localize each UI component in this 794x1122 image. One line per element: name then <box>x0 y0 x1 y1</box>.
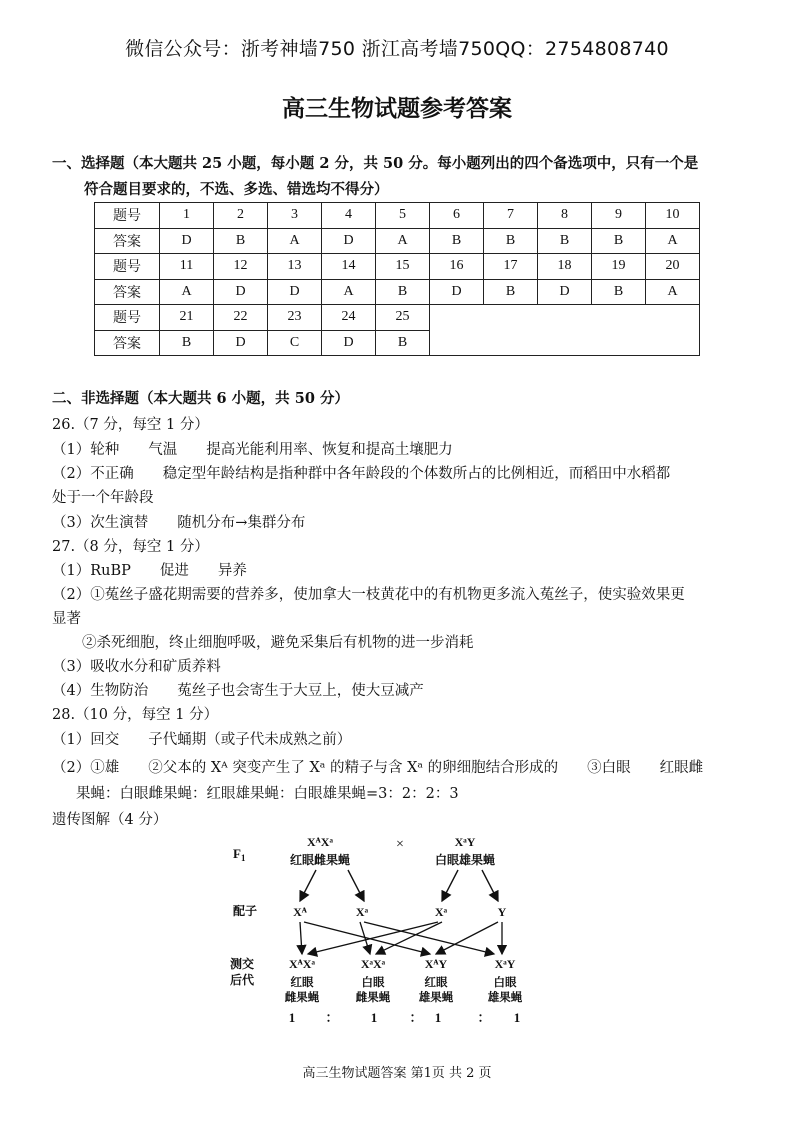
table-cell: B <box>484 228 538 254</box>
offspring-phenotype: 雌果蝇 <box>284 992 320 1004</box>
answer-line: 遗传图解（4 分） <box>52 812 168 828</box>
row-label: 答案 <box>95 279 160 305</box>
ratio-value: 1 <box>288 1010 296 1025</box>
page-title: 高三生物试题参考答案 <box>282 96 512 122</box>
ratio-separator: ： <box>325 1010 339 1025</box>
answer-line: （3）吸收水分和矿质养料 <box>52 659 221 675</box>
gamete-3: Xᵃ <box>434 905 448 919</box>
gamete-4: Y <box>497 905 507 919</box>
section1-heading: 一、选择题（本大题共 25 小题，每小题 2 分，共 50 分。每小题列出的四个备选项中，只有一个是 <box>52 155 699 172</box>
answer-line: 26.（7 分，每空 1 分） <box>52 417 209 433</box>
offspring-phenotype: 红眼 <box>424 977 448 989</box>
table-cell: 2 <box>214 203 268 229</box>
answer-line: 果蝇：白眼雌果蝇：红眼雄果蝇：白眼雄果蝇=3：2：2：3 <box>76 786 459 802</box>
f1-label: $F_1$ <box>233 846 246 863</box>
parent1-phenotype: 红眼雌果蝇 <box>289 853 351 867</box>
table-cell: 23 <box>268 305 322 331</box>
answer-line: （4）生物防治 菟丝子也会寄生于大豆上，使大豆减产 <box>52 683 424 699</box>
offspring-phenotype: 雄果蝇 <box>487 992 523 1004</box>
table-cell: 12 <box>214 254 268 280</box>
offspring-phenotype: 白眼 <box>361 977 385 989</box>
gamete-label: 配子 <box>233 904 258 918</box>
table-cell: 7 <box>484 203 538 229</box>
table-cell: 20 <box>646 254 700 280</box>
parent2-phenotype: 白眼雄果蝇 <box>434 853 496 867</box>
table-row <box>95 203 700 229</box>
table-cell: D <box>160 228 214 254</box>
row-label: 答案 <box>95 330 160 356</box>
table-cell: A <box>646 279 700 305</box>
offspring-phenotype: 雌果蝇 <box>355 992 391 1004</box>
offspring-label: 测交 <box>230 957 255 971</box>
table-cell: 4 <box>322 203 376 229</box>
row-label: 题号 <box>95 203 160 229</box>
answer-line: （1）轮种 气温 提高光能利用率、恢复和提高土壤肥力 <box>52 442 453 458</box>
offspring-genotype: XᴬXᵃ <box>289 957 315 971</box>
offspring-phenotype: 红眼 <box>290 977 314 989</box>
table-cell: B <box>376 330 430 356</box>
table-cell: 16 <box>430 254 484 280</box>
table-cell: D <box>214 330 268 356</box>
offspring-genotype: XᴬY <box>424 957 448 971</box>
table-row <box>95 305 700 331</box>
table-cell: 10 <box>646 203 700 229</box>
table-cell: D <box>322 228 376 254</box>
table-cell: 11 <box>160 254 214 280</box>
table-row <box>95 279 700 305</box>
table-cell: A <box>160 279 214 305</box>
table-cell: B <box>160 330 214 356</box>
table-cell: D <box>538 279 592 305</box>
table-cell: D <box>430 279 484 305</box>
arrow <box>308 922 438 954</box>
table-cell: D <box>322 330 376 356</box>
table-cell: 22 <box>214 305 268 331</box>
table-cell: 6 <box>430 203 484 229</box>
table-cell: B <box>592 228 646 254</box>
table-cell: 17 <box>484 254 538 280</box>
answer-line: 27.（8 分，每空 1 分） <box>52 539 209 555</box>
gamete-2: Xᵃ <box>355 905 369 919</box>
offspring-genotype: XᵃXᵃ <box>360 957 386 971</box>
empty-block <box>430 305 700 356</box>
ratio-separator: ： <box>477 1010 491 1025</box>
offspring-phenotype: 白眼 <box>493 977 517 989</box>
table-cell: 13 <box>268 254 322 280</box>
answer-line: ②杀死细胞，终止细胞呼吸，避免采集后有机物的进一步消耗 <box>82 635 474 651</box>
table-row <box>95 228 700 254</box>
table-cell: 21 <box>160 305 214 331</box>
table-cell: 9 <box>592 203 646 229</box>
gamete-1: Xᴬ <box>293 905 307 919</box>
table-cell: C <box>268 330 322 356</box>
arrow <box>436 922 498 954</box>
table-cell: 18 <box>538 254 592 280</box>
answer-line: （2）①雄 ②父本的 Xᴬ 突变产生了 Xᵃ 的精子与含 Xᵃ 的卵细胞结合形成的 ③白眼 红眼雌 <box>52 760 704 776</box>
table-cell: 19 <box>592 254 646 280</box>
ratio-value: 1 <box>434 1010 442 1025</box>
answer-line: （3）次生演替 随机分布→集群分布 <box>52 515 306 531</box>
table-cell: 1 <box>160 203 214 229</box>
ratio-value: 1 <box>370 1010 378 1025</box>
arrow <box>482 870 498 901</box>
table-cell: B <box>538 228 592 254</box>
answer-line: （2）①菟丝子盛花期需要的营养多，使加拿大一枝黄花中的有机物更多流入菟丝子，使实验效果更 <box>52 587 685 603</box>
answer-line: 显著 <box>52 611 81 627</box>
table-cell: 14 <box>322 254 376 280</box>
arrow <box>442 870 458 901</box>
page-footer: 高三生物试题答案 第1页 共 2 页 <box>302 1066 492 1081</box>
table-cell: 25 <box>376 305 430 331</box>
offspring-label: 后代 <box>230 973 255 987</box>
row-label: 答案 <box>95 228 160 254</box>
section2-heading: 二、非选择题（本大题共 6 小题，共 50 分） <box>52 390 349 407</box>
table-cell: 15 <box>376 254 430 280</box>
row-label: 题号 <box>95 254 160 280</box>
table-cell: A <box>646 228 700 254</box>
arrow <box>348 870 364 901</box>
parent1-genotype: XᴬXᵃ <box>307 835 333 849</box>
parent2-genotype: XᵃY <box>454 835 476 849</box>
arrow <box>300 870 316 901</box>
ratio-separator: ： <box>409 1010 423 1025</box>
ratio-value: 1 <box>513 1010 521 1025</box>
table-cell: D <box>268 279 322 305</box>
answer-line: （1）RuBP 促进 异养 <box>52 563 247 579</box>
table-cell: B <box>376 279 430 305</box>
table-cell: 5 <box>376 203 430 229</box>
table-cell: A <box>376 228 430 254</box>
row-label: 题号 <box>95 305 160 331</box>
arrow <box>304 922 430 954</box>
table-cell: D <box>214 279 268 305</box>
section1-heading-cont: 符合题目要求的，不选、多选、错选均不得分） <box>84 181 389 198</box>
table-cell: B <box>214 228 268 254</box>
table-cell: B <box>484 279 538 305</box>
answer-line: （1）回交 子代蛹期（或子代未成熟之前） <box>52 732 352 748</box>
table-cell: 8 <box>538 203 592 229</box>
arrow <box>364 922 494 954</box>
table-cell: 24 <box>322 305 376 331</box>
offspring-phenotype: 雄果蝇 <box>418 992 454 1004</box>
answer-line: 28.（10 分，每空 1 分） <box>52 707 219 723</box>
page-header: 微信公众号：浙考神墙750 浙江高考墙750QQ：2754808740 <box>125 38 669 60</box>
genetic-diagram <box>220 832 560 1032</box>
table-cell: B <box>592 279 646 305</box>
table-cell: A <box>322 279 376 305</box>
offspring-genotype: XᵃY <box>494 957 516 971</box>
arrow <box>300 922 302 954</box>
table-cell: 3 <box>268 203 322 229</box>
answer-line: （2）不正确 稳定型年龄结构是指种群中各年龄段的个体数所占的比例相近，而稻田中水稻都 <box>52 466 671 482</box>
table-cell: A <box>268 228 322 254</box>
table-cell: B <box>430 228 484 254</box>
table-row <box>95 254 700 280</box>
cross-symbol: × <box>396 837 404 852</box>
answer-line: 处于一个年龄段 <box>52 490 154 506</box>
answer-table <box>94 202 700 356</box>
